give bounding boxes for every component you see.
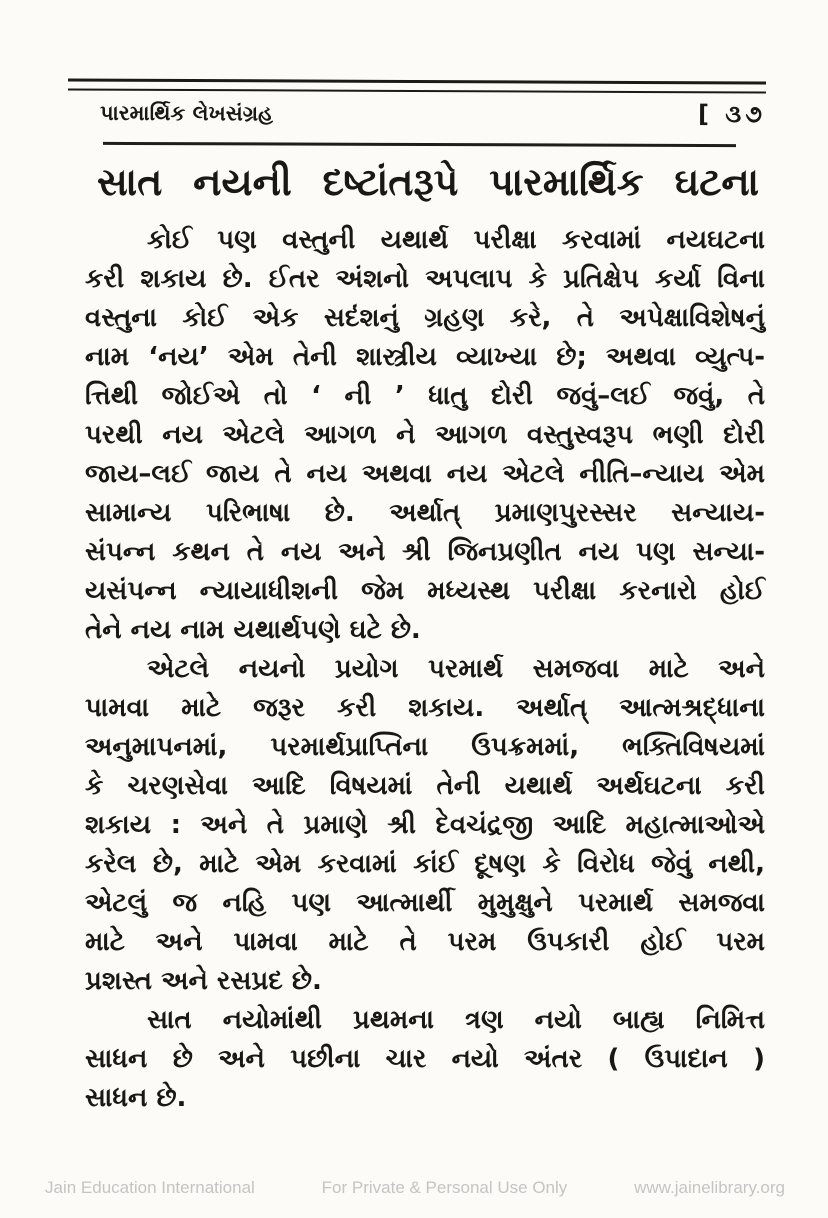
text-line: યસંપન્ન ન્યાયાધીશની જેમ મધ્યસ્થ પરીક્ષા કરનારો હોઈ	[85, 576, 765, 606]
text-line: એટલું જ નહિ પણ આત્માર્થી મુમુક્ષુને પરમાર્થ સમજવા	[85, 888, 765, 918]
text-line: કરી શકાય છે. ઈતર અંશનો અપલાપ કે પ્રતિક્ષેપ કર્યા વિના	[85, 264, 765, 294]
top-double-rule	[68, 78, 766, 93]
text-line: કરેલ છે, માટે એમ કરવામાં કાંઈ દૂષણ કે વિરોધ જેવું નથી,	[85, 849, 765, 879]
text-line: સામાન્ય પરિભાષા છે. અર્થાત્ પ્રમાણપુરસ્સર સન્યાય-	[85, 498, 765, 528]
text-line: સંપન્ન કથન તે નય અને શ્રી જિનપ્રણીત નય પણ સન્યા-	[85, 537, 765, 567]
page-number: [ ૩૭	[697, 99, 767, 129]
footer-usage-note: For Private & Personal Use Only	[321, 1178, 568, 1197]
article-body	[85, 221, 765, 1118]
header-rule	[103, 142, 736, 147]
text-line: સાધન છે.	[85, 1083, 187, 1113]
footer-website: www.jainelibrary.org	[634, 1178, 785, 1197]
text-line: સાત નયોમાંથી પ્રથમના ત્રણ નયો બાહ્ય નિમિત્ત	[147, 1005, 765, 1035]
text-line: માટે અને પામવા માટે તે પરમ ઉપકારી હોઈ પરમ	[85, 927, 765, 957]
text-line: સાધન છે અને પછીના ચાર નયો અંતર ( ઉપાદાન )	[85, 1044, 765, 1074]
text-line: પરથી નય એટલે આગળ ને આગળ વસ્તુસ્વરૂપ ભણી દોરી	[85, 420, 765, 450]
running-header	[100, 98, 766, 128]
footer-publisher: Jain Education International	[45, 1178, 255, 1197]
paragraph	[85, 221, 765, 650]
scan-footer	[0, 1178, 828, 1198]
text-line: કોઈ પણ વસ્તુની યથાર્થ પરીક્ષા કરવામાં નયઘટના	[147, 225, 765, 255]
text-line: અનુમાપનમાં, પરમાર્થપ્રાપ્તિના ઉપક્રમમાં, ભક્તિવિષયમાં	[85, 732, 765, 762]
text-line: પામવા માટે જરૂર કરી શકાય. અર્થાત્ આત્મશ્રદ્ધાના	[85, 693, 765, 723]
text-line: વસ્તુના કોઈ એક સદંશનું ગ્રહણ કરે, તે અપેક્ષાવિશેષનું	[85, 303, 765, 333]
text-line: તેને નય નામ યથાર્થપણે ઘટે છે.	[85, 615, 421, 645]
text-line: પ્રશસ્ત અને રસપ્રદ છે.	[85, 966, 322, 996]
paragraph	[85, 1001, 765, 1118]
paragraph	[85, 650, 765, 1001]
text-line: નામ ‘નય’ એમ તેની શાસ્ત્રીય વ્યાખ્યા છે; અથવા વ્યુત્પ-	[85, 342, 765, 372]
text-line: શકાય : અને તે પ્રમાણે શ્રી દેવચંદ્રજી આદિ મહાત્માઓએ	[85, 810, 765, 840]
text-line: કે ચરણસેવા આદિ વિષયમાં તેની યથાર્થ અર્થઘટના કરી	[85, 771, 765, 801]
text-line: જાય–લઈ જાય તે નય અથવા નય એટલે નીતિ–ન્યાય એમ	[85, 459, 765, 489]
running-title: પારમાર્થિક લેખસંગ્રહ	[99, 100, 274, 126]
text-line: એટલે નયનો પ્રયોગ પરમાર્થ સમજવા માટે અને	[147, 654, 765, 684]
text-line: ત્તિથી જોઈએ તો ‘ ની ’ ધાતુ દોરી જવું–લઈ જવું, તે	[85, 381, 765, 411]
article-title: સાત નયની દષ્ટાંતરૂપે પારમાર્થિક ઘટના	[97, 160, 759, 204]
